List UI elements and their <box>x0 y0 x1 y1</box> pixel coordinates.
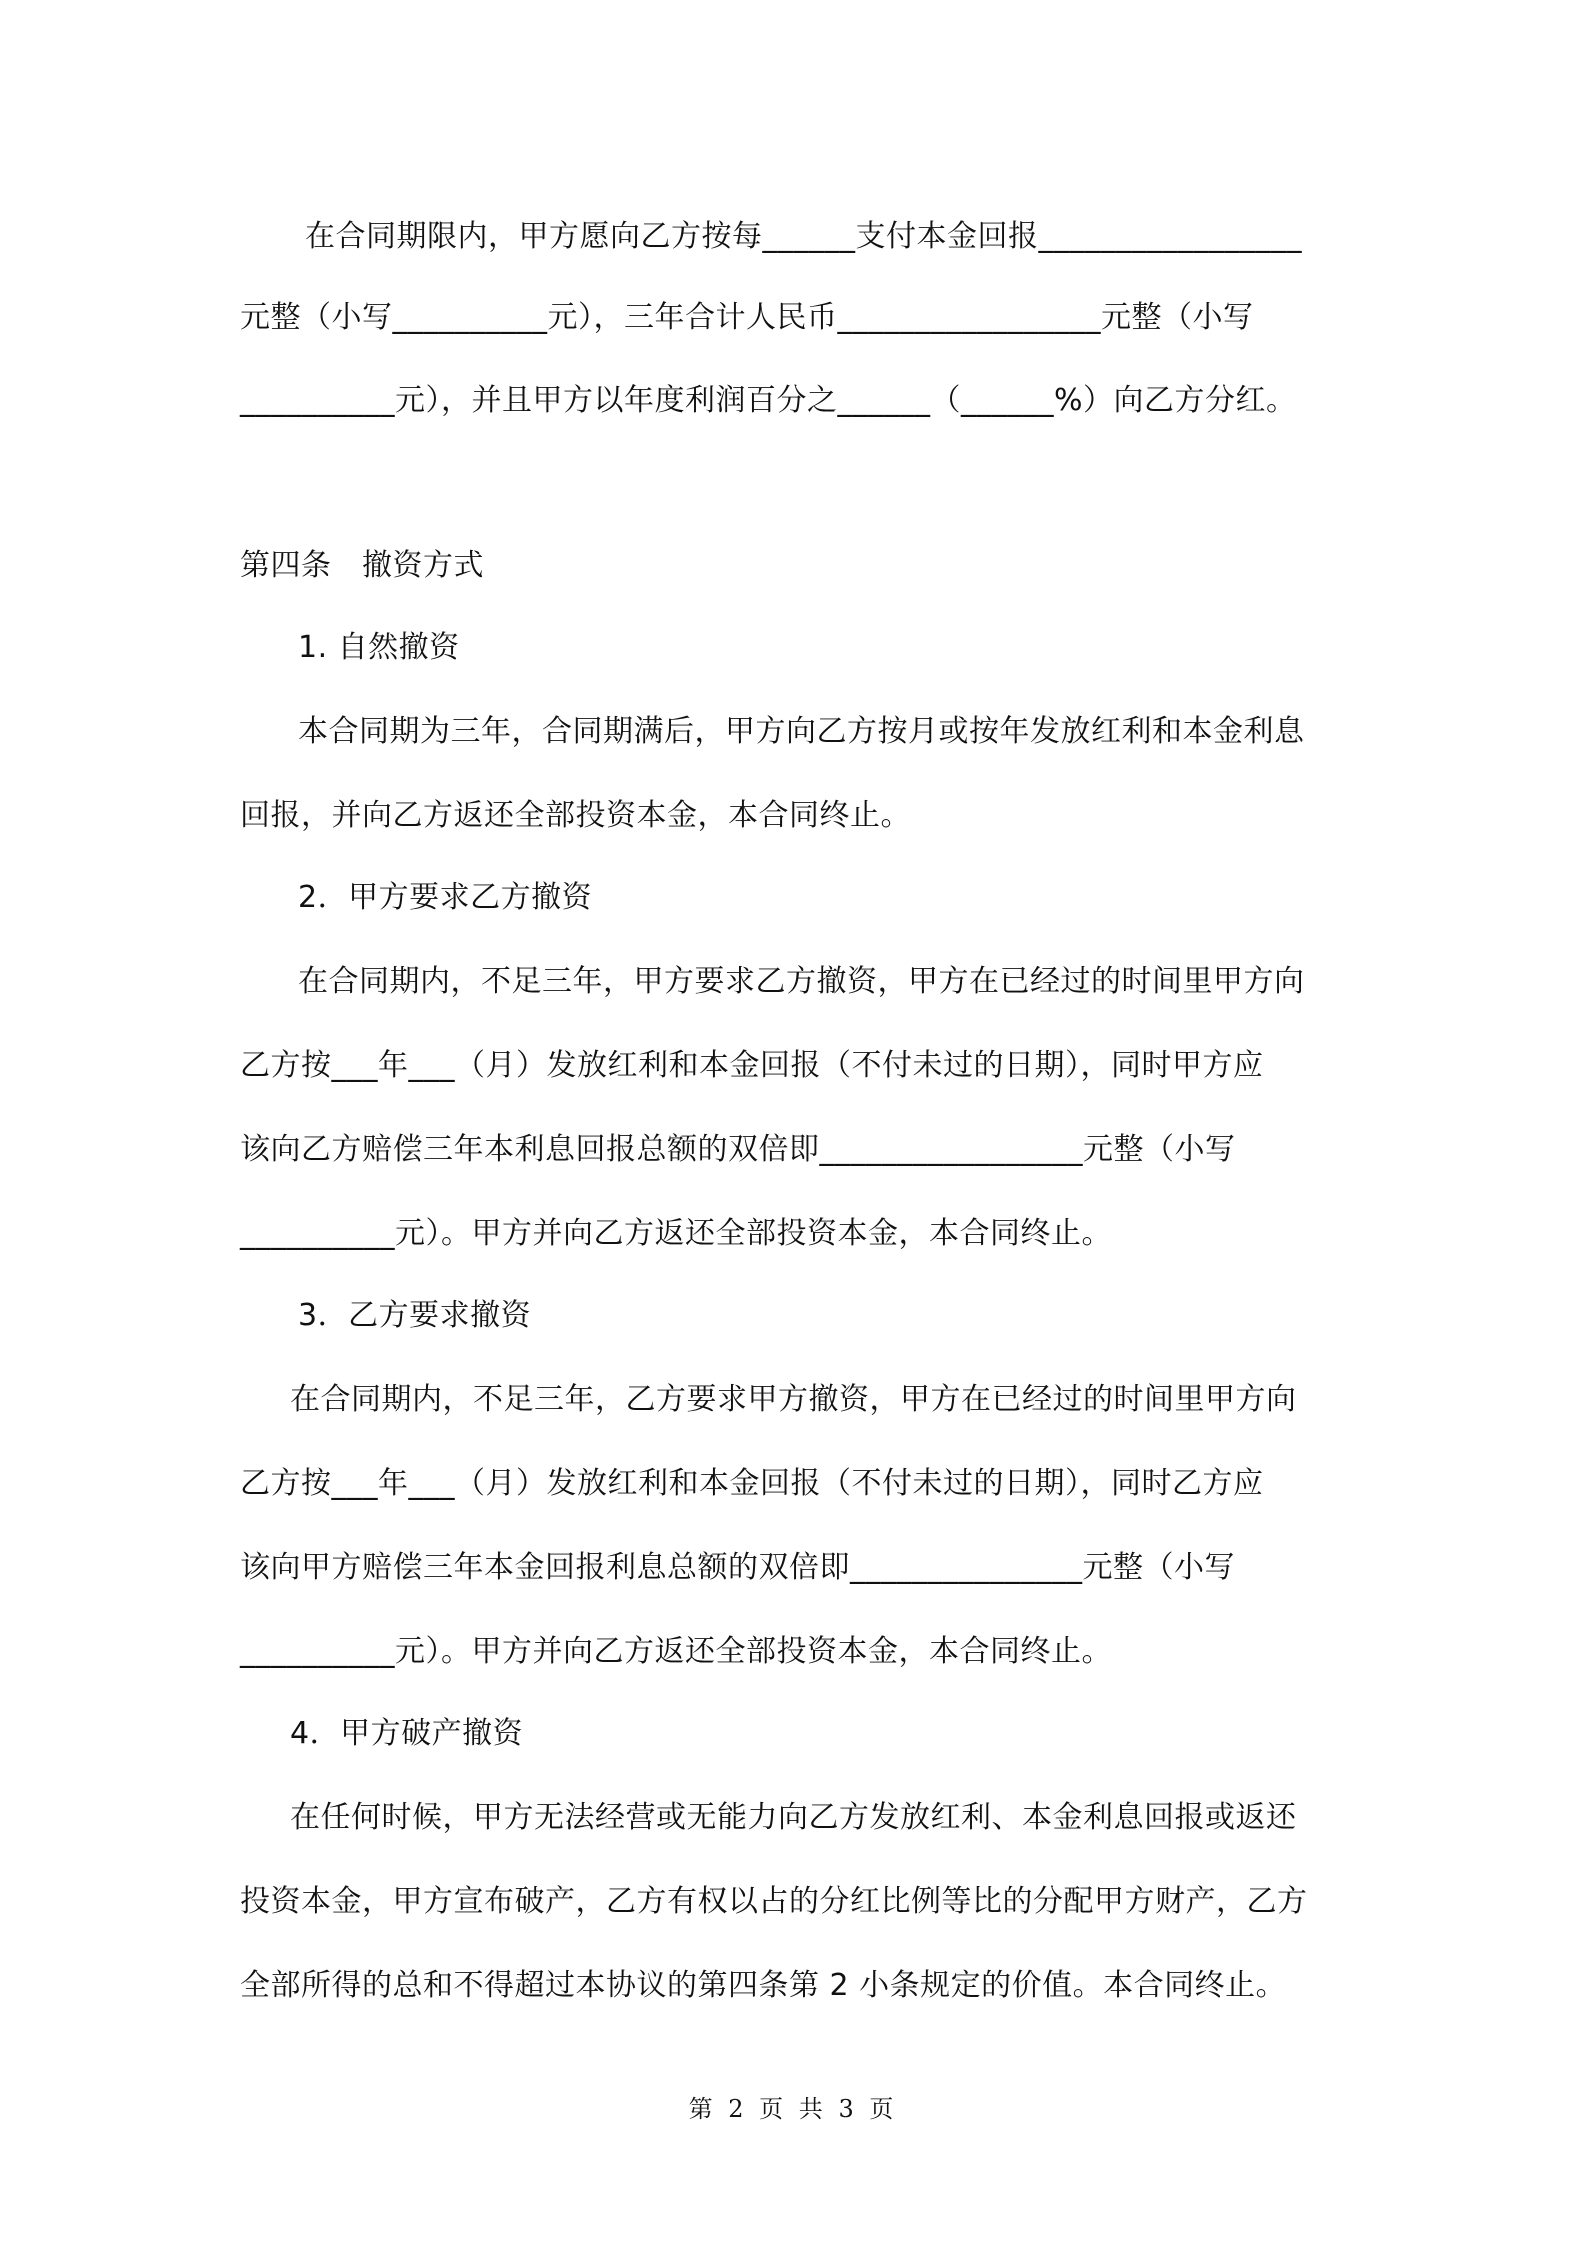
paragraph-line: 在合同期内，不足三年，乙方要求甲方撤资，甲方在已经过的时间里甲方向 <box>290 1382 1297 1417</box>
paragraph-line: __________元）。甲方并向乙方返还全部投资本金，本合同终止。 <box>240 1634 1112 1669</box>
page-footer: 第 2 页 共 3 页 <box>688 2095 898 2123</box>
paragraph-line: 回报，并向乙方返还全部投资本金，本合同终止。 <box>240 798 911 833</box>
paragraph-line: 该向甲方赔偿三年本金回报利息总额的双倍即_______________元整（小写 <box>240 1550 1235 1585</box>
paragraph-line: 在任何时候，甲方无法经营或无能力向乙方发放红利、本金利息回报或返还 <box>290 1800 1297 1835</box>
paragraph-line: 本合同期为三年，合同期满后，甲方向乙方按月或按年发放红利和本金利息 <box>298 714 1305 749</box>
paragraph-line: 投资本金，甲方宣布破产，乙方有权以占的分红比例等比的分配甲方财产，乙方 <box>240 1884 1308 1919</box>
paragraph-line: 乙方按___年___（月）发放红利和本金回报（不付未过的日期），同时乙方应 <box>240 1466 1264 1501</box>
item-title: 4．甲方破产撤资 <box>290 1716 524 1751</box>
paragraph-line: 乙方按___年___（月）发放红利和本金回报（不付未过的日期），同时甲方应 <box>240 1048 1264 1083</box>
item-title: 3．乙方要求撤资 <box>298 1298 532 1333</box>
paragraph-line: 该向乙方赔偿三年本利息回报总额的双倍即_________________元整（小写 <box>240 1132 1236 1167</box>
paragraph-line: 元整（小写__________元），三年合计人民币_________________元整（小写 <box>240 300 1254 335</box>
paragraph-line: 在合同期内，不足三年，甲方要求乙方撤资，甲方在已经过的时间里甲方向 <box>298 964 1305 999</box>
paragraph-line: 在合同期限内，甲方愿向乙方按每______支付本金回报_________________ <box>305 219 1302 254</box>
paragraph-line: __________元），并且甲方以年度利润百分之______（______%）向乙方分红。 <box>240 383 1297 418</box>
paragraph-line: 全部所得的总和不得超过本协议的第四条第 2 小条规定的价值。本合同终止。 <box>240 1968 1287 2003</box>
article-heading: 第四条 撤资方式 <box>240 548 484 583</box>
paragraph-line: __________元）。甲方并向乙方返还全部投资本金，本合同终止。 <box>240 1216 1112 1251</box>
item-title: 2．甲方要求乙方撤资 <box>298 880 593 915</box>
item-title: 1. 自然撤资 <box>298 630 460 665</box>
